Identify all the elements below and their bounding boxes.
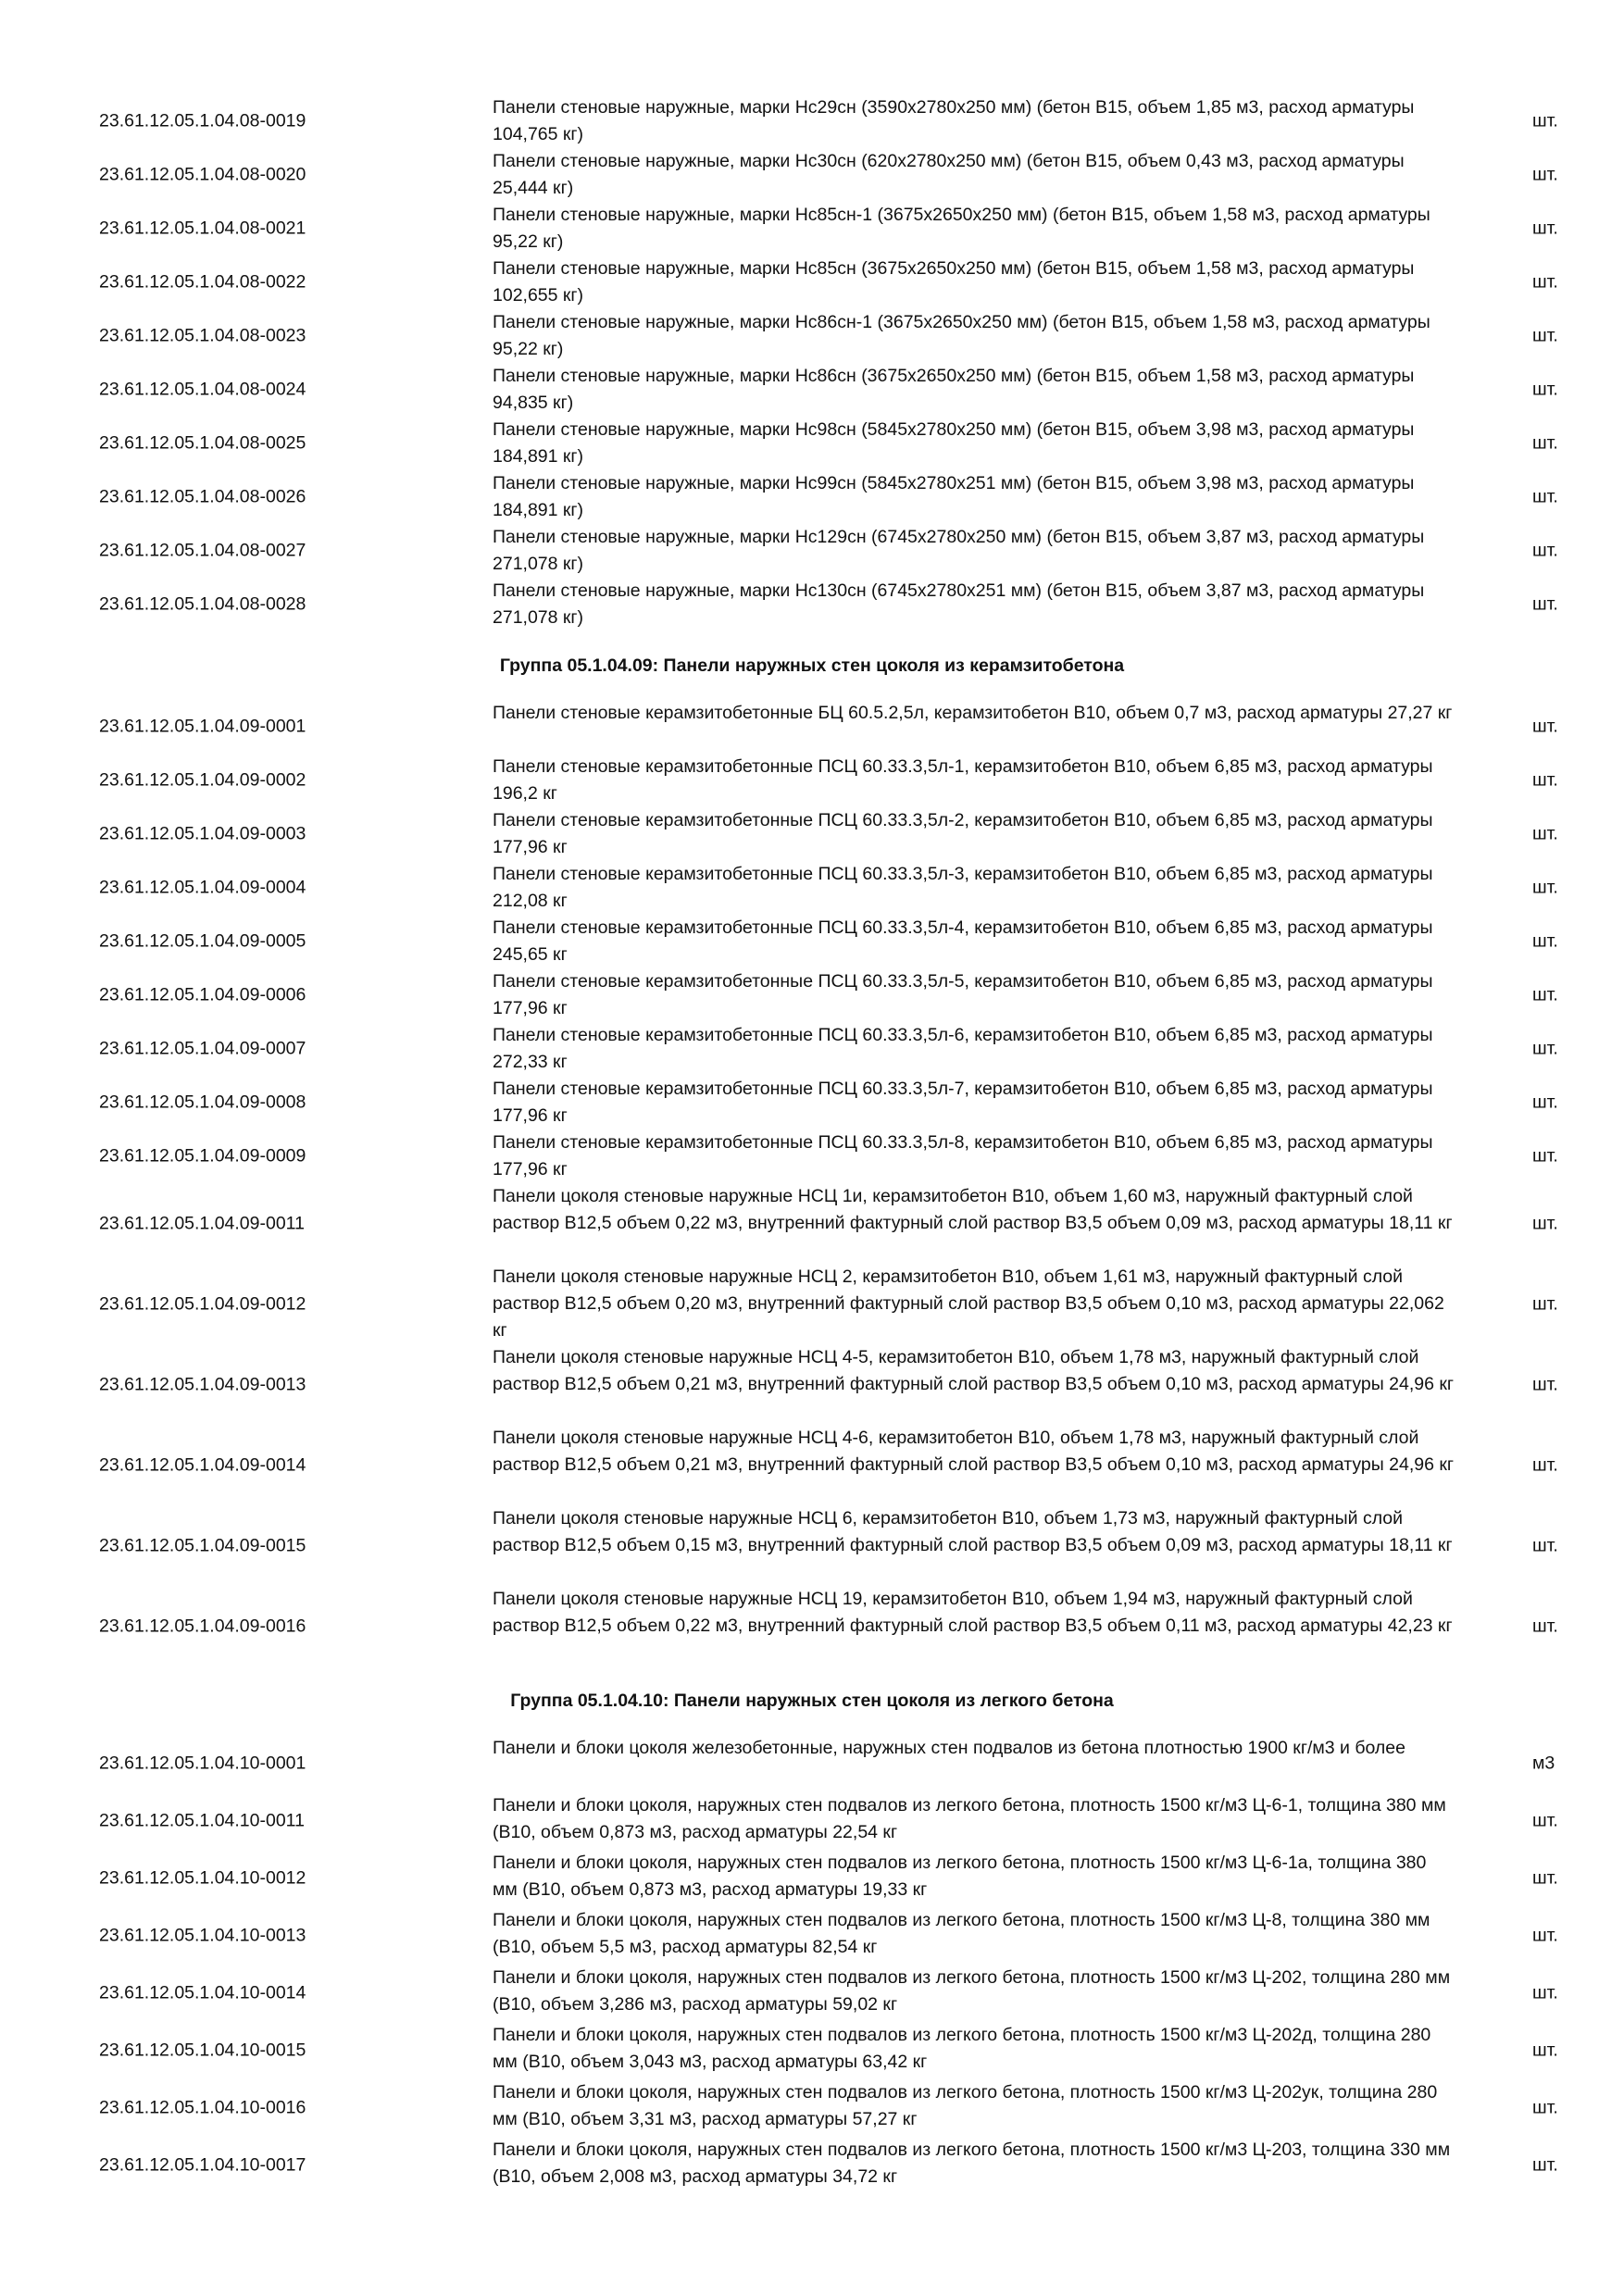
row-description: Панели и блоки цоколя железобетонные, наружных стен подвалов из бетона плотностью 1900 кг/м3 и более [493, 1738, 1405, 1758]
table-row [0, 256, 1624, 309]
row-description: Панели цоколя стеновые наружные НСЦ 2, керамзитобетон В10, объем 1,61 м3, наружный фактурный слой раствор В12,5 объем 0,20 м3, внутренний фактурный слой раствор В3,5 объем 0,10 м3, расход арматуры 22,062 кг [493, 1267, 1444, 1341]
row-code: 23.61.12.05.1.04.10-0012 [99, 1867, 306, 1889]
row-description: Панели стеновые наружные, марки Нс99сн (5845х2780х251 мм) (бетон В15, объем 3,98 м3, расход арматуры 184,891 кг) [493, 473, 1415, 520]
row-description: Панели цоколя стеновые наружные НСЦ 6, керамзитобетон В10, объем 1,73 м3, наружный фактурный слой раствор В12,5 объем 0,15 м3, внутренний фактурный слой раствор В3,5 объем 0,09 м3, расход арматуры 18,11 кг [493, 1508, 1453, 1555]
row-description: Панели стеновые наружные, марки Нс86сн-1 (3675х2650х250 мм) (бетон В15, объем 1,58 м3, расход арматуры 95,22 кг) [493, 312, 1430, 359]
row-description: Панели стеновые наружные, марки Нс129сн (6745х2780х250 мм) (бетон В15, объем 3,87 м3, расход арматуры 271,078 кг) [493, 527, 1425, 574]
row-unit: м3 [1532, 1753, 1555, 1774]
table-row [0, 2137, 1624, 2194]
row-code: 23.61.12.05.1.04.09-0013 [99, 1374, 306, 1394]
row-code: 23.61.12.05.1.04.10-0017 [99, 2154, 306, 2176]
table-row [0, 1907, 1624, 1965]
row-unit: шт. [1532, 271, 1558, 293]
row-code: 23.61.12.05.1.04.09-0009 [99, 1145, 306, 1167]
table-row [0, 578, 1624, 631]
table-row [0, 1344, 1624, 1425]
group-heading: Группа 05.1.04.10: Панели наружных стен цоколя из легкого бетона [510, 1690, 1114, 1711]
table-row [0, 1183, 1624, 1264]
row-unit: шт. [1532, 1535, 1558, 1555]
row-unit: шт. [1532, 1092, 1558, 1113]
row-code: 23.61.12.05.1.04.09-0004 [99, 877, 306, 898]
row-unit: шт. [1532, 1454, 1558, 1475]
table-row [0, 309, 1624, 363]
table-row [0, 1965, 1624, 2022]
row-code: 23.61.12.05.1.04.08-0025 [99, 432, 306, 454]
row-code: 23.61.12.05.1.04.08-0022 [99, 271, 306, 293]
table-row [0, 2022, 1624, 2079]
row-description: Панели стеновые керамзитобетонные БЦ 60.5.2,5л, керамзитобетон В10, объем 0,7 м3, расход арматуры 27,27 кг [493, 703, 1453, 723]
row-code: 23.61.12.05.1.04.08-0021 [99, 218, 306, 239]
row-description: Панели стеновые наружные, марки Нс98сн (5845х2780х250 мм) (бетон В15, объем 3,98 м3, расход арматуры 184,891 кг) [493, 419, 1415, 467]
row-unit: шт. [1532, 593, 1558, 615]
table-row [0, 1425, 1624, 1505]
table-row [0, 470, 1624, 524]
table-row [0, 202, 1624, 256]
row-code: 23.61.12.05.1.04.10-0013 [99, 1925, 306, 1946]
row-unit: шт. [1532, 1038, 1558, 1059]
row-description: Панели стеновые наружные, марки Нс30сн (620х2780х250 мм) (бетон В15, объем 0,43 м3, расход арматуры 25,444 кг) [493, 151, 1405, 198]
row-unit: шт. [1532, 769, 1558, 791]
row-description: Панели стеновые наружные, марки Нс85сн (3675х2650х250 мм) (бетон В15, объем 1,58 м3, расход арматуры 102,655 кг) [493, 258, 1415, 306]
row-unit: шт. [1532, 877, 1558, 898]
row-code: 23.61.12.05.1.04.10-0016 [99, 2097, 306, 2118]
row-code: 23.61.12.05.1.04.10-0011 [99, 1810, 305, 1831]
table-row [0, 1264, 1624, 1344]
group-heading: Группа 05.1.04.09: Панели наружных стен цоколя из керамзитобетона [499, 655, 1125, 676]
row-code: 23.61.12.05.1.04.09-0005 [99, 930, 306, 952]
row-description: Панели стеновые наружные, марки Нс85сн-1 (3675х2650х250 мм) (бетон В15, объем 1,58 м3, расход арматуры 95,22 кг) [493, 205, 1430, 252]
row-code: 23.61.12.05.1.04.08-0027 [99, 540, 306, 561]
row-unit: шт. [1532, 1982, 1558, 2003]
row-code: 23.61.12.05.1.04.09-0008 [99, 1092, 306, 1113]
row-unit: шт. [1532, 325, 1558, 346]
row-unit: шт. [1532, 432, 1558, 454]
table-row [0, 807, 1624, 861]
row-description: Панели стеновые наружные, марки Нс29сн (3590х2780х250 мм) (бетон В15, объем 1,85 м3, расход арматуры 104,765 кг) [493, 97, 1415, 144]
row-code: 23.61.12.05.1.04.08-0023 [99, 325, 306, 346]
row-unit: шт. [1532, 2097, 1558, 2118]
table-row [0, 1505, 1624, 1586]
price-list-document [0, 94, 1624, 2194]
table-row [0, 915, 1624, 968]
row-description: Панели и блоки цоколя, наружных стен подвалов из легкого бетона, плотность 1500 кг/м3 Ц-202, толщина 280 мм (В10, объем 3,286 м3, расход арматуры 59,02 кг [493, 1967, 1451, 2015]
row-unit: шт. [1532, 930, 1558, 952]
table-row [0, 1735, 1624, 1792]
row-unit: шт. [1532, 2154, 1558, 2176]
row-unit: шт. [1532, 110, 1558, 131]
row-description: Панели цоколя стеновые наружные НСЦ 4-6, керамзитобетон В10, объем 1,78 м3, наружный фактурный слой раствор В12,5 объем 0,21 м3, внутренний фактурный слой раствор В3,5 объем 0,10 м3, расход арматуры 24,96 кг [493, 1428, 1455, 1475]
row-code: 23.61.12.05.1.04.09-0003 [99, 823, 306, 844]
row-unit: шт. [1532, 1145, 1558, 1167]
row-unit: шт. [1532, 1925, 1558, 1946]
row-unit: шт. [1532, 164, 1558, 185]
row-unit: шт. [1532, 1374, 1558, 1394]
row-description: Панели стеновые керамзитобетонные ПСЦ 60.33.3,5л-4, керамзитобетон В10, объем 6,85 м3, расход арматуры 245,65 кг [493, 917, 1433, 965]
row-code: 23.61.12.05.1.04.08-0019 [99, 110, 306, 131]
row-description: Панели цоколя стеновые наружные НСЦ 19, керамзитобетон В10, объем 1,94 м3, наружный фактурный слой раствор В12,5 объем 0,22 м3, внутренний фактурный слой раствор В3,5 объем 0,11 м3, расход арматуры 42,23 кг [493, 1589, 1453, 1636]
row-description: Панели стеновые керамзитобетонные ПСЦ 60.33.3,5л-6, керамзитобетон В10, объем 6,85 м3, расход арматуры 272,33 кг [493, 1025, 1433, 1072]
row-code: 23.61.12.05.1.04.09-0014 [99, 1454, 306, 1475]
table-row [0, 417, 1624, 470]
row-code: 23.61.12.05.1.04.09-0012 [99, 1293, 306, 1314]
table-row [0, 94, 1624, 148]
row-description: Панели стеновые наружные, марки Нс130сн (6745х2780х251 мм) (бетон В15, объем 3,87 м3, расход арматуры 271,078 кг) [493, 580, 1425, 628]
row-code: 23.61.12.05.1.04.09-0007 [99, 1038, 306, 1059]
row-code: 23.61.12.05.1.04.09-0011 [99, 1213, 305, 1233]
row-unit: шт. [1532, 1213, 1558, 1233]
table-row [0, 1850, 1624, 1907]
row-unit: шт. [1532, 1616, 1558, 1636]
row-code: 23.61.12.05.1.04.10-0015 [99, 2040, 306, 2061]
row-description: Панели стеновые керамзитобетонные ПСЦ 60.33.3,5л-2, керамзитобетон В10, объем 6,85 м3, расход арматуры 177,96 кг [493, 810, 1433, 857]
row-unit: шт. [1532, 486, 1558, 507]
row-unit: шт. [1532, 540, 1558, 561]
row-code: 23.61.12.05.1.04.08-0020 [99, 164, 306, 185]
row-code: 23.61.12.05.1.04.08-0024 [99, 379, 306, 400]
row-code: 23.61.12.05.1.04.09-0001 [99, 716, 306, 737]
table-row [0, 148, 1624, 202]
row-unit: шт. [1532, 379, 1558, 400]
row-code: 23.61.12.05.1.04.09-0006 [99, 984, 306, 1005]
row-code: 23.61.12.05.1.04.10-0001 [99, 1753, 306, 1774]
row-code: 23.61.12.05.1.04.09-0016 [99, 1616, 306, 1636]
row-unit: шт. [1532, 716, 1558, 737]
row-description: Панели стеновые керамзитобетонные ПСЦ 60.33.3,5л-8, керамзитобетон В10, объем 6,85 м3, расход арматуры 177,96 кг [493, 1132, 1433, 1179]
table-row [0, 1022, 1624, 1076]
row-unit: шт. [1532, 984, 1558, 1005]
row-description: Панели и блоки цоколя, наружных стен подвалов из легкого бетона, плотность 1500 кг/м3 Ц-203, толщина 330 мм (В10, объем 2,008 м3, расход арматуры 34,72 кг [493, 2140, 1451, 2187]
table-row [0, 700, 1624, 754]
table-row [0, 1076, 1624, 1129]
row-description: Панели и блоки цоколя, наружных стен подвалов из легкого бетона, плотность 1500 кг/м3 Ц-202ук, толщина 280 мм (В10, объем 3,31 м3, расход арматуры 57,27 кг [493, 2082, 1438, 2129]
row-code: 23.61.12.05.1.04.10-0014 [99, 1982, 306, 2003]
row-unit: шт. [1532, 823, 1558, 844]
row-description: Панели и блоки цоколя, наружных стен подвалов из легкого бетона, плотность 1500 кг/м3 Ц-202д, толщина 280 мм (В10, объем 3,043 м3, расход арматуры 63,42 кг [493, 2025, 1431, 2072]
table-row [0, 754, 1624, 807]
row-code: 23.61.12.05.1.04.08-0028 [99, 593, 306, 615]
row-description: Панели стеновые керамзитобетонные ПСЦ 60.33.3,5л-1, керамзитобетон В10, объем 6,85 м3, расход арматуры 196,2 кг [493, 756, 1433, 804]
row-description: Панели и блоки цоколя, наружных стен подвалов из легкого бетона, плотность 1500 кг/м3 Ц-8, толщина 380 мм (В10, объем 5,5 м3, расход арматуры 82,54 кг [493, 1910, 1430, 1957]
table-row [0, 524, 1624, 578]
row-description: Панели и блоки цоколя, наружных стен подвалов из легкого бетона, плотность 1500 кг/м3 Ц-6-1а, толщина 380 мм (В10, объем 0,873 м3, расход арматуры 19,33 кг [493, 1853, 1427, 1900]
table-row [0, 861, 1624, 915]
row-description: Панели стеновые керамзитобетонные ПСЦ 60.33.3,5л-7, керамзитобетон В10, объем 6,85 м3, расход арматуры 177,96 кг [493, 1079, 1433, 1126]
table-row [0, 363, 1624, 417]
table-row [0, 2079, 1624, 2137]
row-description: Панели стеновые керамзитобетонные ПСЦ 60.33.3,5л-5, керамзитобетон В10, объем 6,85 м3, расход арматуры 177,96 кг [493, 971, 1433, 1018]
row-unit: шт. [1532, 1810, 1558, 1831]
table-row [0, 1129, 1624, 1183]
row-unit: шт. [1532, 218, 1558, 239]
row-unit: шт. [1532, 1867, 1558, 1889]
row-description: Панели стеновые наружные, марки Нс86сн (3675х2650х250 мм) (бетон В15, объем 1,58 м3, расход арматуры 94,835 кг) [493, 366, 1415, 413]
row-unit: шт. [1532, 1293, 1558, 1314]
row-code: 23.61.12.05.1.04.09-0002 [99, 769, 306, 791]
table-row [0, 1586, 1624, 1666]
table-row [0, 968, 1624, 1022]
row-description: Панели стеновые керамзитобетонные ПСЦ 60.33.3,5л-3, керамзитобетон В10, объем 6,85 м3, расход арматуры 212,08 кг [493, 864, 1433, 911]
row-description: Панели и блоки цоколя, наружных стен подвалов из легкого бетона, плотность 1500 кг/м3 Ц-6-1, толщина 380 мм (В10, объем 0,873 м3, расход арматуры 22,54 кг [493, 1795, 1446, 1842]
row-code: 23.61.12.05.1.04.09-0015 [99, 1535, 306, 1555]
table-row [0, 1792, 1624, 1850]
row-unit: шт. [1532, 2040, 1558, 2061]
row-description: Панели цоколя стеновые наружные НСЦ 4-5, керамзитобетон В10, объем 1,78 м3, наружный фактурный слой раствор В12,5 объем 0,21 м3, внутренний фактурный слой раствор В3,5 объем 0,10 м3, расход арматуры 24,96 кг [493, 1347, 1455, 1394]
row-description: Панели цоколя стеновые наружные НСЦ 1и, керамзитобетон В10, объем 1,60 м3, наружный фактурный слой раствор В12,5 объем 0,22 м3, внутренний фактурный слой раствор В3,5 объем 0,09 м3, расход арматуры 18,11 кг [493, 1186, 1453, 1233]
row-code: 23.61.12.05.1.04.08-0026 [99, 486, 306, 507]
